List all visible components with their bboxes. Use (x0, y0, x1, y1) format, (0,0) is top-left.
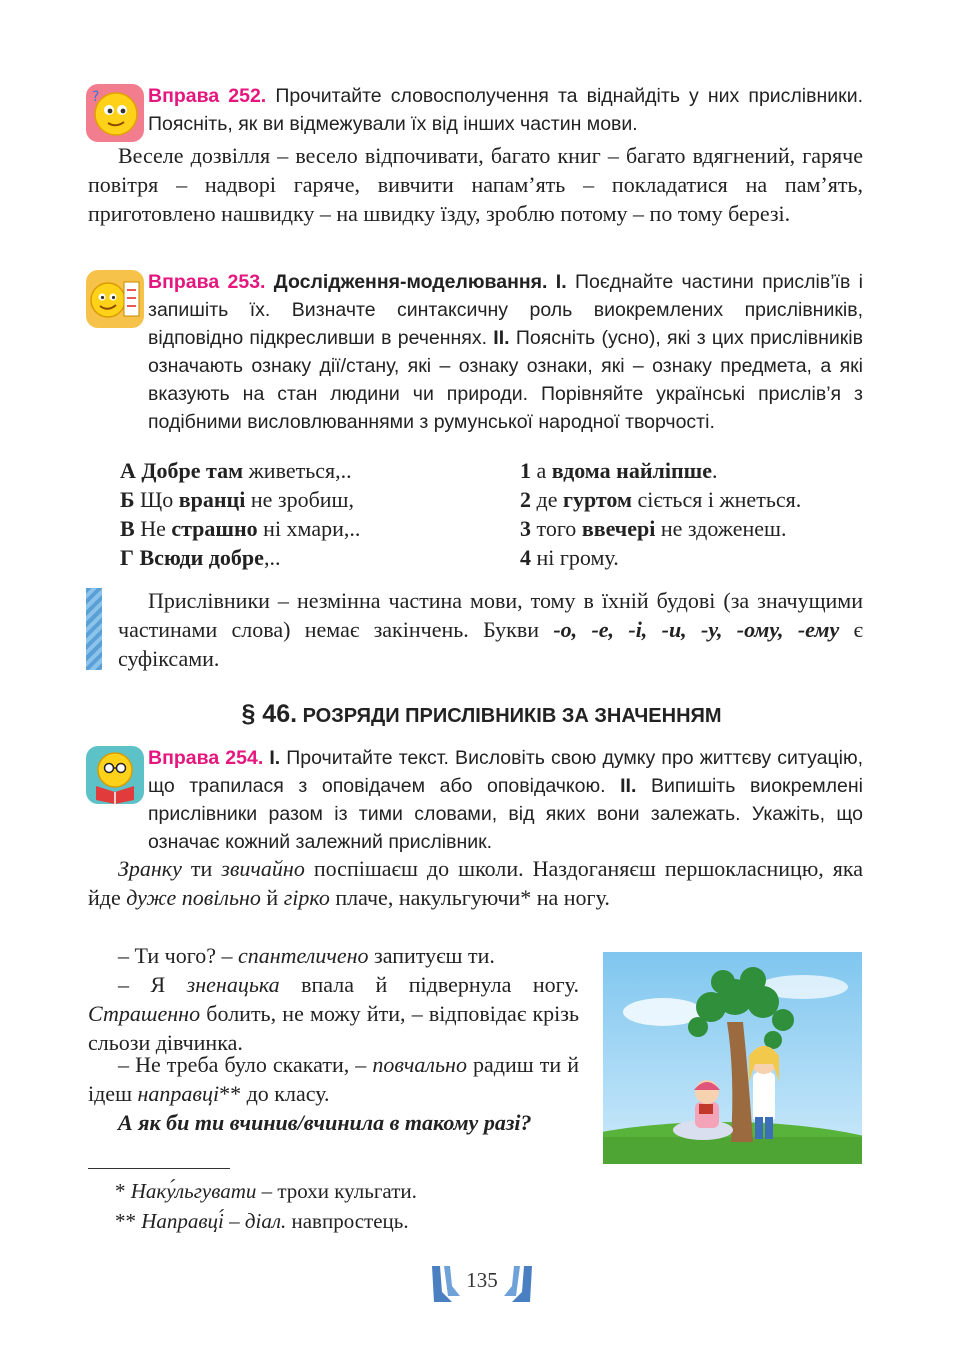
footnote-2: ** Направці́ – діал. навпростець. (115, 1209, 409, 1233)
grammar-rule: Прислівники – незмінна частина мови, тому в їхній будові (за значущими частинами слова) немає закінчень. Букви -о, -е, -і, -и, -у, -ому, -ему є суфіксами. (118, 588, 863, 671)
exercise-252-task (148, 82, 863, 138)
proverb-left-c: В Не страшно ні хмари,.. (120, 516, 361, 541)
rule-marker (86, 588, 102, 670)
exercise-number: Вправа 254. (148, 747, 264, 769)
svg-text:?: ? (92, 89, 100, 105)
suffix-list: -о, -е, -і, -и, -у, -ому, -ему (553, 617, 840, 642)
page-number-ornament (430, 1262, 534, 1306)
story-question: А як би ти вчинив/вчинила в такому разі? (118, 1110, 532, 1135)
story-paragraph-1: Зранку ти звичайно поспішаєш до школи. Наздоганяєш першокласницю, яка йде дуже повільно й гірко плаче, накульгуючи* на ногу. (88, 856, 864, 910)
story-paragraph-2: – Ти чого? – спантеличено запитуєш ти. (118, 943, 495, 968)
exercise-instructions: Прочитайте словосполучення та віднайдіть у них прислівники. Поясніть, як ви відмежували їх від інших частин мови. (148, 85, 864, 135)
exercise-253-task (148, 268, 863, 436)
task-label: Дослідження-моделювання. I. (265, 271, 567, 293)
thinking-smiley-icon (86, 84, 144, 142)
section-heading (0, 700, 963, 729)
paragraph-number: § 46. (241, 700, 298, 728)
smiley-notebook-icon (86, 270, 144, 328)
page-number: 135 (466, 1268, 498, 1292)
exercise-instructions: Прочитайте текст. Висловіть свою думку про життєву ситуацію, що трапилася з оповідачем або оповідачкою. (148, 747, 863, 797)
exercise-number: Вправа 252. (148, 85, 267, 107)
proverb-right-4: 4 ні грому. (520, 545, 619, 570)
proverb-right-2: 2 де гуртом сіється і жнеться. (520, 487, 802, 512)
footnote-separator (88, 1168, 230, 1169)
exercise-instructions: Поясніть (усно), які з цих прислівників означають ознаку дії/стану, які – ознаку ознаки, які – ознаку предмета, а які вказують на стан людини чи природи. Порівняйте українські прислів’я з подібними висловлюваннями з румунської народної творчості. (148, 327, 863, 433)
exercise-instructions: Поєднайте частини прислів’їв і запишіть їх. Визначте синтаксичну роль виокремлених прислівників, відповідно підкресливши в реченнях. (148, 271, 863, 349)
children-under-tree-illustration (603, 952, 862, 1164)
exercise-254-task (148, 744, 863, 856)
exercise-252-text: Веселе дозвілля – весело відпочивати, багато книг – багато вдягнений, гаряче повітря – надворі гаряче, вивчити напам’ять – покладатися на пам’ять, приготовлено нашвидку – на швидку їзду, зроблю потому – по тому березі. (88, 143, 863, 226)
proverb-left-d: Г Всюди добре,.. (120, 545, 281, 570)
exercise-number: Вправа 253. (148, 271, 266, 293)
proverb-right-3: 3 того ввечері не здоженеш. (520, 516, 787, 541)
footnote-1: * Наку́льгувати – трохи кульгати. (115, 1179, 417, 1203)
story-paragraph-4: – Не треба було скакати, – повчально радиш ти й ідеш направці** до класу. (88, 1052, 579, 1106)
proverb-left-a: А Добре там живеться,.. (120, 458, 352, 483)
exercise-instructions: Випишіть виокремлені прислівники разом із тими словами, від яких вони залежать. Укажіть, що означає кожний залежний прислівник. (148, 775, 863, 853)
reading-smiley-icon (86, 746, 144, 804)
proverb-right-1: 1 а вдома найліпше. (520, 458, 718, 483)
section-title: РОЗРЯДИ ПРИСЛІВНИКІВ ЗА ЗНАЧЕННЯМ (297, 705, 722, 727)
story-paragraph-3: – Я зненацька впала й підвернула ногу. Страшенно болить, не можу йти, – відповідає крізь сльози дівчинка. (88, 972, 579, 1055)
task-label: II. (620, 775, 637, 797)
task-label: II. (493, 327, 510, 349)
proverb-left-b: Б Що вранці не зробиш, (120, 487, 354, 512)
task-label: I. (263, 747, 281, 769)
